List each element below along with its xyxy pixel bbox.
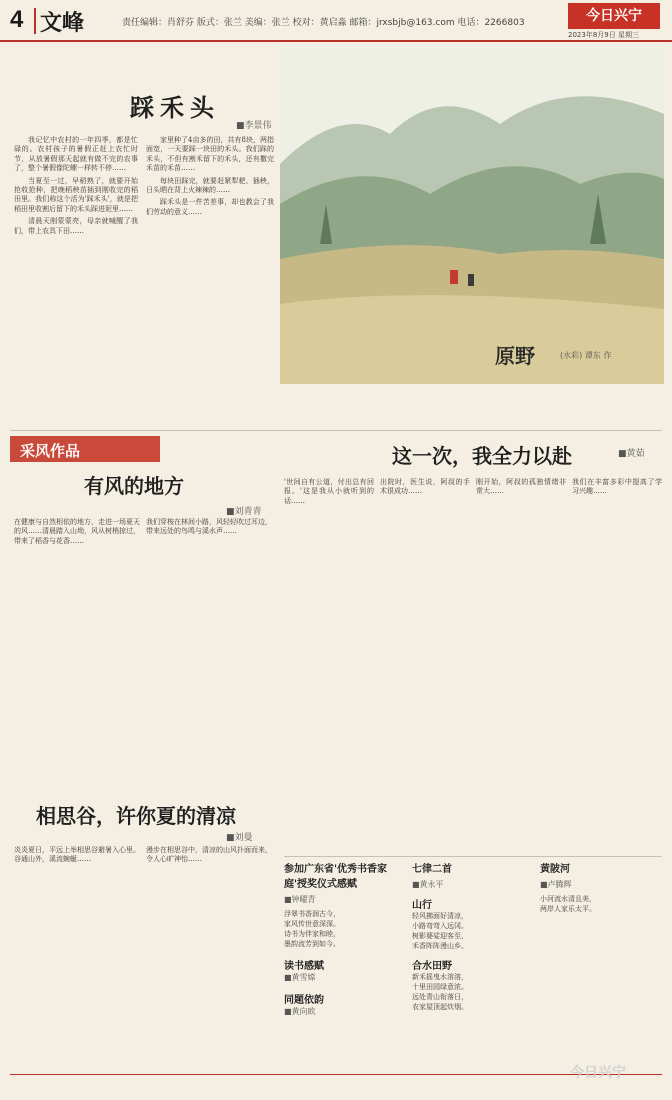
watermark: 今日兴宁 — [570, 1065, 626, 1081]
section-rule — [10, 430, 662, 431]
reading-box-text: 浮翠书香润古今， 家风传世意深深。 诗书为伴家和睦， 墨韵流芳到如今。 — [284, 910, 340, 948]
page-section-name: 文峰 — [40, 10, 85, 36]
page-number: 4 — [10, 6, 24, 33]
poem2-title: 黄陂河 — [540, 864, 570, 875]
article-4-column-4: 我们在丰富多彩中提高了学习兴趣…… — [572, 478, 662, 496]
article-author-1: ■李景伟 — [236, 121, 272, 131]
editors-line: 责任编辑：肖舒芬 版式：张兰 美编：张兰 校对：黄启淼 邮箱：jrxsbjb@163.com 电话：2266803 — [122, 18, 525, 28]
article-title-3: 相思谷，许你夏的清凉 — [36, 804, 236, 828]
article-1-paragraph: 踩禾头是一件苦差事，却也教会了我们劳动的意义…… — [146, 198, 274, 216]
article-4-column-1: '世间自有公道，付出总有回报。'这是我从小就听到的话…… — [284, 478, 374, 505]
poem1-text-2: 新禾摇曳水溶溶， 十里田园绿意浓。 远处青山衔落日， 农家屋顶起炊烟。 — [412, 973, 468, 1011]
poem2-box — [540, 860, 662, 1060]
article-1-paragraph: 当夏至一过，早稻熟了，就要开始抢收抢种，把晚稻秧苗插到刚收完的稻田里。我们称这个活为'踩禾头'，就是把稻田里收割后留下的禾头踩进泥里…… — [14, 176, 138, 213]
poems-rule — [284, 856, 662, 857]
article-1-paragraph: 每块田踩完，就要赶紧犁耙、插秧，日头晒在背上火辣辣的…… — [146, 176, 274, 195]
newspaper-logo: 今日兴宁 — [568, 3, 660, 29]
section-banner — [10, 436, 160, 462]
poem1-box — [412, 860, 532, 1070]
painting-credit: (水彩) 谭东 作 — [560, 351, 612, 360]
painting-caption: 原野 — [495, 344, 535, 368]
article-1-column-1 — [14, 136, 138, 426]
poem2-author: ■卢腾辉 — [540, 880, 572, 889]
article-title-1: 踩禾头 — [130, 93, 220, 122]
watercolor-painting — [280, 44, 664, 384]
article-3-column-2: 漫步在相思谷中，清凉的山风扑面而来，令人心旷神怡…… — [146, 846, 272, 864]
poem4-title: 同题依韵 — [284, 995, 324, 1006]
header-divider — [34, 8, 36, 34]
poem3-title: 读书感赋 — [284, 961, 324, 972]
poem4-author: ■黄向欧 — [284, 1007, 316, 1016]
article-1-paragraph: 家里种了4亩多的田，共有8块，两指面宽，一天要踩一块田的禾头。我们踩的禾头，不但有割禾留下的禾头，还有撒完禾苗的禾苗…… — [146, 136, 274, 173]
reading-box — [284, 860, 404, 1070]
issue-date: 2023年8月9日 星期三 — [568, 31, 639, 39]
article-4-column-3: 刚开始，阿叔的孤独情绪非常大…… — [476, 478, 566, 496]
poem1-author: ■黄永平 — [412, 880, 444, 889]
article-title-4: 这一次，我全力以赴 — [392, 444, 572, 468]
reading-box-title: 参加广东省'优秀书香家庭'授奖仪式感赋 — [284, 864, 388, 890]
poem1-subtitle-2: 合水田野 — [412, 961, 452, 972]
article-author-2: ■刘青青 — [226, 507, 262, 517]
footer-rule — [10, 1074, 662, 1075]
poem2-text: 小河流水清且美， 两岸人家乐太平。 — [540, 895, 596, 913]
section-label: 采风作品 — [20, 442, 81, 460]
article-author-3: ■刘曼 — [226, 833, 253, 843]
article-4-column-2: 出院时，医生说，阿叔的手术很成功…… — [380, 478, 470, 496]
article-1-paragraph: 清晨天刚蒙蒙亮，母亲就喊醒了我们，带上农具下田…… — [14, 217, 138, 235]
article-3-column-1: 炎炎夏日，平远上举相思谷避暑入心里。谷通山外，溪流蜿蜒…… — [14, 846, 140, 864]
article-1-paragraph: 我记忆中农村的一年四季，都是忙碌的。农村孩子的暑假正赶上农忙时节，从放暑假那天起就有做不完的农事了，整个暑假像陀螺一样转不停…… — [14, 136, 138, 173]
poem1-subtitle: 山行 — [412, 900, 432, 911]
article-author-4: ■黄茹 — [618, 449, 645, 459]
painting-illustration — [280, 44, 664, 384]
article-2-column-1: 在健康与自然相依的地方，走进一场夏天的风……清晨踏入山坳，风从树梢掠过，带来了稻香与花香…… — [14, 518, 140, 545]
article-1-column-2 — [146, 136, 274, 426]
poem1-title: 七律二首 — [412, 864, 452, 875]
poem3-author: ■黄雪嫦 — [284, 973, 316, 982]
reading-box-author: ■钟曜青 — [284, 895, 316, 904]
article-title-2: 有风的地方 — [84, 474, 184, 498]
poem1-text: 轻风拂面好清凉， 小路弯弯入远冈。 树影婆娑迎客至， 禾香阵阵漫山乡。 — [412, 912, 468, 950]
article-2-column-2: 我们穿梭在林间小路，风轻轻吹过耳边，带来远处的鸟鸣与溪水声…… — [146, 518, 272, 536]
